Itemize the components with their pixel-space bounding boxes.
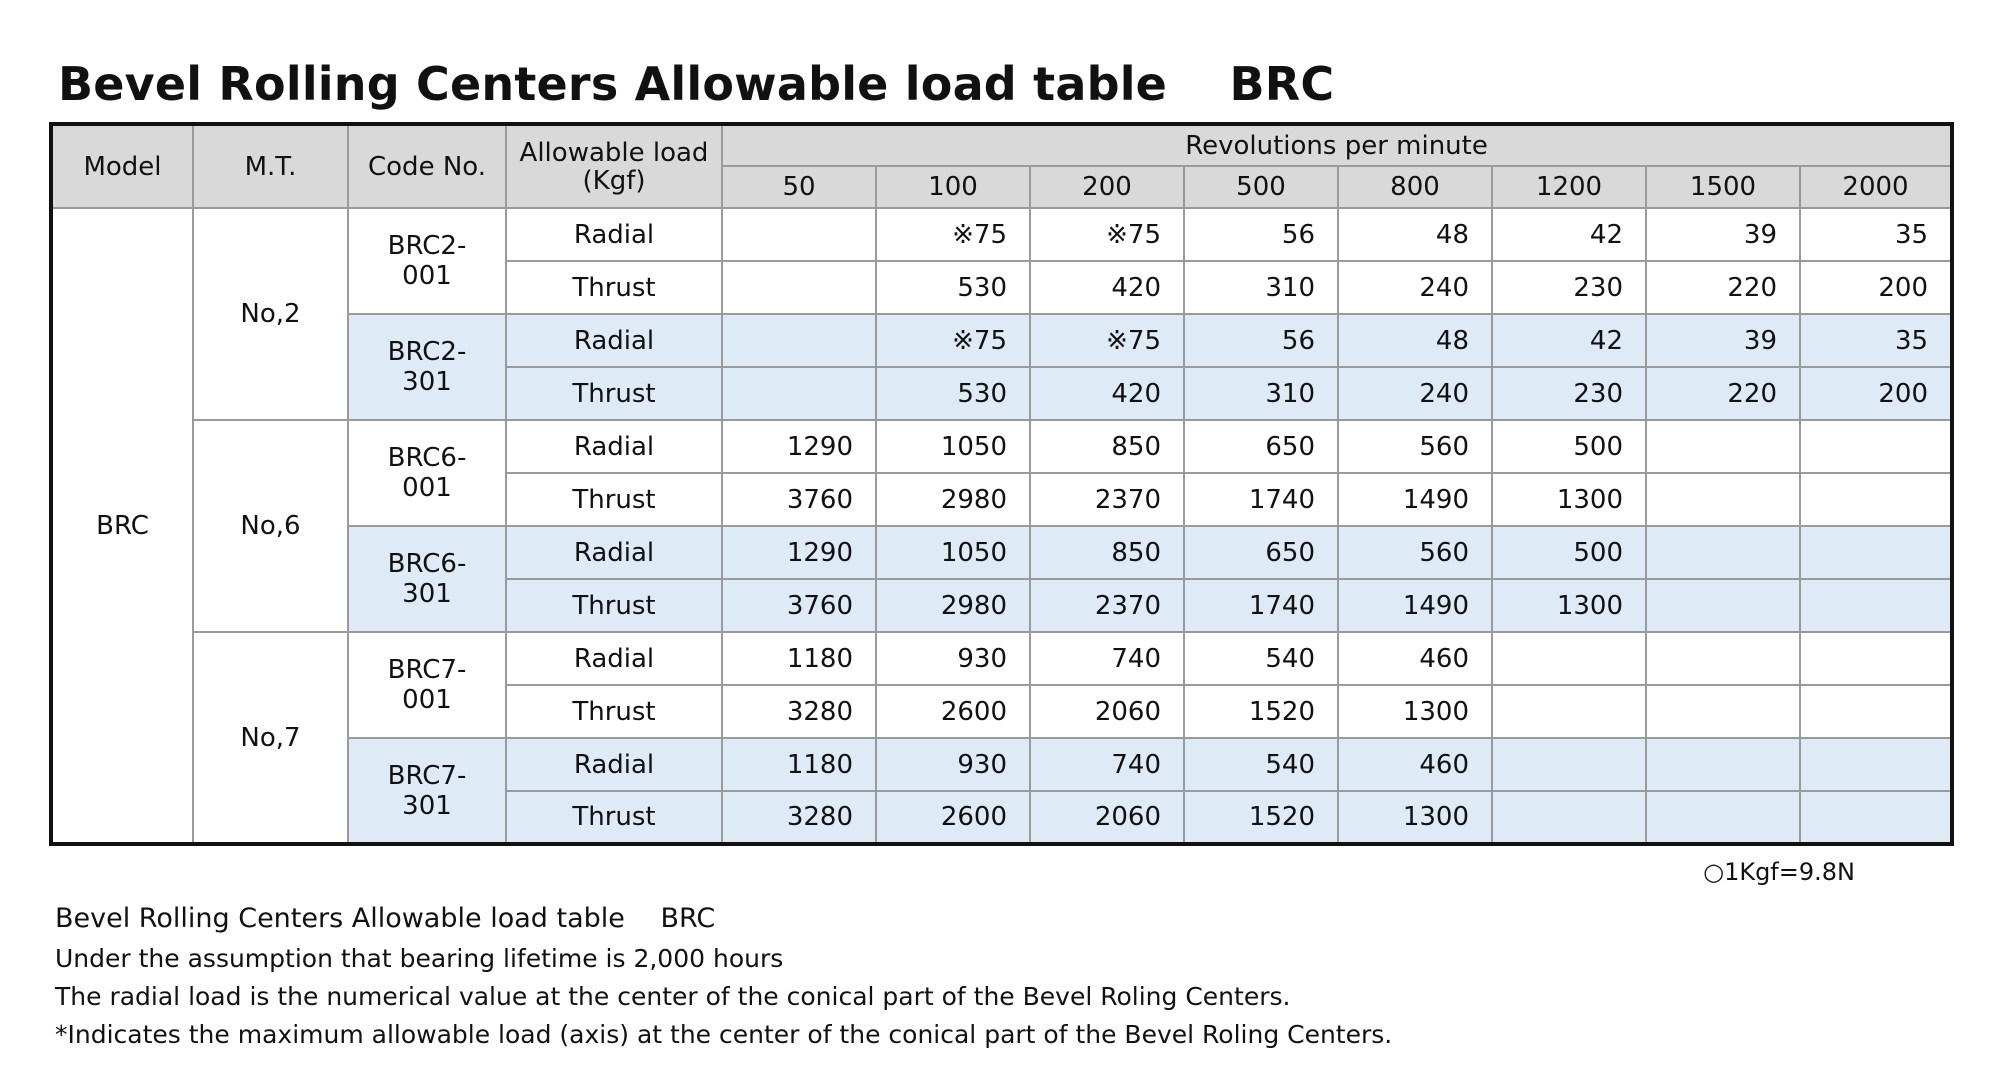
load-value-cell: 1740 [1184,579,1338,632]
load-value-cell: 35 [1800,314,1952,367]
load-value-cell [1800,685,1952,738]
load-value-cell: 200 [1800,261,1952,314]
load-value-cell: 3280 [722,791,876,844]
load-value-cell: 1520 [1184,791,1338,844]
load-value-cell [1646,685,1800,738]
load-value-cell: 3760 [722,473,876,526]
load-type-cell: Thrust [506,579,722,632]
load-type-cell: Radial [506,738,722,791]
load-value-cell: 220 [1646,261,1800,314]
load-value-cell [722,261,876,314]
load-value-cell: 530 [876,367,1030,420]
load-value-cell: 42 [1492,314,1646,367]
mt-cell: No,2 [193,208,348,420]
load-value-cell: 2060 [1030,791,1184,844]
load-value-cell: 230 [1492,261,1646,314]
header-rpm: 50 [722,166,876,208]
load-value-cell: 500 [1492,526,1646,579]
load-value-cell: 420 [1030,367,1184,420]
load-value-cell: 560 [1338,420,1492,473]
load-value-cell: 310 [1184,367,1338,420]
load-value-cell: 56 [1184,314,1338,367]
load-type-cell: Radial [506,208,722,261]
table-row [51,208,1952,261]
unit-legend: ○1Kgf=9.8N [1703,858,1855,886]
load-value-cell: ※75 [1030,314,1184,367]
load-value-cell: 200 [1800,367,1952,420]
load-value-cell: 650 [1184,420,1338,473]
load-value-cell [1800,791,1952,844]
load-value-cell: 850 [1030,420,1184,473]
load-value-cell [1646,738,1800,791]
load-type-cell: Thrust [506,473,722,526]
header-code: Code No. [348,124,506,208]
note-line: Under the assumption that bearing lifetime is 2,000 hours [55,944,784,973]
table-body [51,208,1952,844]
load-value-cell: 420 [1030,261,1184,314]
load-value-cell [1492,791,1646,844]
load-value-cell: 39 [1646,208,1800,261]
header-rpm: 2000 [1800,166,1952,208]
code-cell: BRC2-001 [348,208,506,314]
load-value-cell: 2600 [876,791,1030,844]
load-value-cell: 1490 [1338,579,1492,632]
load-value-cell [1492,632,1646,685]
load-value-cell: 460 [1338,738,1492,791]
load-value-cell: 3760 [722,579,876,632]
header-rpm: 100 [876,166,1030,208]
load-type-cell: Thrust [506,367,722,420]
load-type-cell: Radial [506,314,722,367]
code-cell: BRC7-301 [348,738,506,844]
header-rpm: 200 [1030,166,1184,208]
load-value-cell: 56 [1184,208,1338,261]
load-value-cell [1492,685,1646,738]
load-type-cell: Radial [506,632,722,685]
header-rpm-group: Revolutions per minute [722,124,1952,166]
load-value-cell: 240 [1338,261,1492,314]
model-cell: BRC [51,208,193,844]
load-value-cell: 48 [1338,208,1492,261]
notes [55,898,1392,1054]
load-value-cell: 230 [1492,367,1646,420]
load-value-cell: 530 [876,261,1030,314]
load-value-cell: 1300 [1338,685,1492,738]
code-cell: BRC7-001 [348,632,506,738]
code-cell: BRC6-301 [348,526,506,632]
load-value-cell: 1050 [876,526,1030,579]
load-value-cell: 740 [1030,738,1184,791]
note-title: Bevel Rolling Centers Allowable load table BRC [55,903,716,934]
load-value-cell: 1490 [1338,473,1492,526]
load-value-cell [722,367,876,420]
header-model: Model [51,124,193,208]
load-value-cell: 1300 [1338,791,1492,844]
code-cell: BRC2-301 [348,314,506,420]
header-load-label: Allowable load [519,137,709,168]
load-value-cell: 3280 [722,685,876,738]
page-title: Bevel Rolling Centers Allowable load table BRC [58,57,1335,111]
note-line: The radial load is the numerical value at the center of the conical part of the Bevel Roling Centers. [55,982,1291,1011]
load-value-cell: 1520 [1184,685,1338,738]
load-value-cell [1492,738,1646,791]
load-type-cell: Radial [506,526,722,579]
load-value-cell: ※75 [876,208,1030,261]
load-value-cell [1800,526,1952,579]
load-value-cell [1646,473,1800,526]
load-value-cell [722,314,876,367]
load-value-cell [1646,526,1800,579]
load-value-cell: ※75 [1030,208,1184,261]
load-value-cell: 42 [1492,208,1646,261]
code-cell: BRC6-001 [348,420,506,526]
load-type-cell: Thrust [506,791,722,844]
load-value-cell: 310 [1184,261,1338,314]
load-type-cell: Thrust [506,685,722,738]
load-value-cell: 240 [1338,367,1492,420]
header-rpm: 800 [1338,166,1492,208]
load-value-cell: 930 [876,632,1030,685]
mt-cell: No,7 [193,632,348,844]
load-value-cell [1800,738,1952,791]
load-value-cell: ※75 [876,314,1030,367]
load-value-cell: 2370 [1030,473,1184,526]
load-value-cell [1646,632,1800,685]
load-value-cell: 500 [1492,420,1646,473]
header-allowable-load [506,124,722,208]
load-value-cell: 1300 [1492,473,1646,526]
header-rpm: 500 [1184,166,1338,208]
table-row [51,632,1952,685]
load-value-cell: 48 [1338,314,1492,367]
load-value-cell: 2980 [876,579,1030,632]
load-value-cell: 1180 [722,632,876,685]
load-value-cell [1800,473,1952,526]
load-value-cell: 39 [1646,314,1800,367]
allowable-load-table [49,122,1954,846]
load-value-cell [1800,579,1952,632]
mt-cell: No,6 [193,420,348,632]
table-row [51,420,1952,473]
load-value-cell [1646,791,1800,844]
header-load-unit: (Kgf) [582,165,646,196]
load-value-cell: 740 [1030,632,1184,685]
load-value-cell [722,208,876,261]
load-value-cell: 220 [1646,367,1800,420]
load-value-cell: 650 [1184,526,1338,579]
load-value-cell [1646,420,1800,473]
load-value-cell [1800,632,1952,685]
load-value-cell [1800,420,1952,473]
load-value-cell: 850 [1030,526,1184,579]
load-value-cell: 1180 [722,738,876,791]
load-value-cell: 2980 [876,473,1030,526]
load-value-cell: 560 [1338,526,1492,579]
header-mt: M.T. [193,124,348,208]
header-rpm: 1200 [1492,166,1646,208]
note-line: *Indicates the maximum allowable load (axis) at the center of the conical part of the Bevel Roling Centers. [55,1020,1393,1049]
load-type-cell: Radial [506,420,722,473]
load-value-cell: 540 [1184,632,1338,685]
load-value-cell: 1740 [1184,473,1338,526]
load-value-cell: 460 [1338,632,1492,685]
load-value-cell: 35 [1800,208,1952,261]
load-value-cell: 1290 [722,526,876,579]
load-value-cell: 1300 [1492,579,1646,632]
load-value-cell: 540 [1184,738,1338,791]
load-value-cell [1646,579,1800,632]
load-value-cell: 930 [876,738,1030,791]
load-value-cell: 1050 [876,420,1030,473]
header-rpm: 1500 [1646,166,1800,208]
load-value-cell: 2370 [1030,579,1184,632]
load-type-cell: Thrust [506,261,722,314]
load-value-cell: 2060 [1030,685,1184,738]
load-value-cell: 2600 [876,685,1030,738]
load-value-cell: 1290 [722,420,876,473]
